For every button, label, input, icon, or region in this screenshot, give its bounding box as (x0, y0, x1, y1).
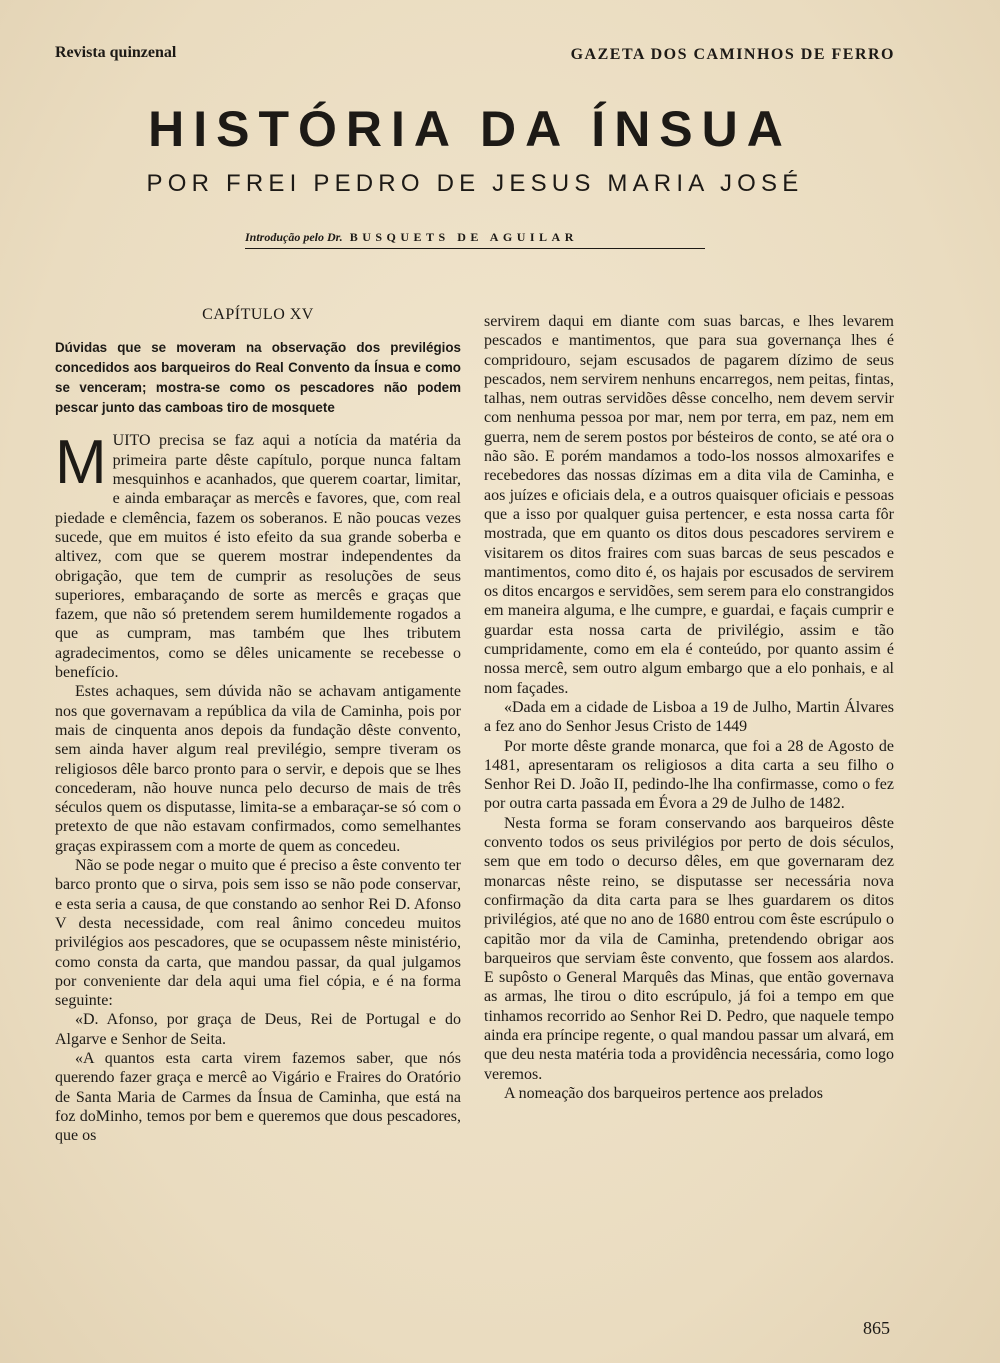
paragraph: A nomeação dos barqueiros pertence aos prelados (504, 1084, 823, 1102)
page-number: 865 (863, 1318, 890, 1338)
paragraph: Nesta forma se foram conservando aos barqueiros dêste convento todos os seus privilégios por perto de dois séculos, sem que em todo o decurso dêles, em que governaram dez monarcas nêste reino, se disputasse ser necessária nova confirmação da dita carta para se lhes guardarem os ditos privilégios, até que no ano de 1680 entrou com êste escrúpulo o capitão mor da vila de Caminha, pretendendo obrigar aos barqueiros que serviam êste convento, que fossem aos alardos. E supôsto o General Marquês das Minas, que então governava as armas, lhe tirou o dito escrúpulo, já foi a tempo em que tinhamos recorrido ao Senhor Rei D. Pedro, que naquele tempo ainda era príncipe regente, o qual mandou passar um alvará, em que deu nesta matéria toda a providência necessária, como logo veremos. (484, 814, 894, 1083)
chapter-summary: Dúvidas que se moveram na observação dos previlégios concedidos aos barqueiros do Real Convento da Ínsua e como se venceram; mostra-se como os pescadores não podem pescar junto das camboas tiro de mosquete (55, 340, 461, 415)
paragraph: «A quantos esta carta virem fazemos saber, que nós querendo fazer graça e mercê ao Vigário e Fraires do Oratório de Santa Maria de Carmes da Ínsua de Caminha, que está na foz doMinho, temos por bem e queremos que dous pescadores, que os (55, 1049, 461, 1145)
drop-cap: M (55, 428, 107, 498)
paragraph: servirem daqui em diante com suas barcas, e lhes levarem pescados e mantimentos, que para sua governança lhes é compridouro, sejam escusados de pagarem dízimo de seus pescados, nem servirem nenhuns encarregos, nem peitas, fintas, talhas, nem outras servidões dêsse concelho, nem devem servir com nenhuma pessoa por mar, nem por terra, em paz, nem em guerra, nem de serem postos por bésteiros de conto, se até ora o não são. E porém mandamos a todo-los nossos almoxarifes e recebedores das nossas dízimas em a dita vila de Caminha, e aos juízes e oficiais dela, e a outros quaisquer oficiais e pessoas que a isso por qualquer guisa pertencer, e esta nossa carta fôr mostrada, que em quanto os ditos dous pescadores servirem e visitarem os ditos fraires com suas barcas de seus pescados e mantimentos, como dito é, os hajais por escusados de servirem os ditos encargos e servidões, sem serem para elo constrangidos em maneira alguma, e lhe cumpre, e guardai, e façais cumprir e guardar esta nossa carta de privilégio, assim e tão cumpridamente, como em ela é conteúdo, por quanto assim é nossa mercê, sem outro algum embargo que a elo ponhais, e al nom façades. (484, 313, 894, 697)
lead-paragraph (55, 428, 461, 682)
paragraph: Estes achaques, sem dúvida não se achavam antigamente nos que governavam a república da vila de Caminha, pois por mais de cinquenta anos depois da fundação dêste convento, sem ainda haver algum real previlégio, sempre tiveram os religiosos dêle barco pronto para o servir, e depois que se lhes concederam, não houve nunca pelo decurso de mais de três séculos quem os disputasse, limita-se a embaraçar-se só com o pretexto de que não estavam confirmados, como semelhantes graças expirassem com a morte de quem as concedeu. (55, 683, 461, 855)
left-column (55, 300, 461, 1145)
paragraph: Não se pode negar o muito que é preciso a êste convento ter barco pronto que o sirva, pois sem isso se não pode conservar, e esta seria a causa, de que constando ao senhor Rei D. Afonso V desta necessidade, com real ânimo concedeu muitos privilégios aos pescadores, que se ocupassem nêste ministério, como consta da carta, que mandou passar, da qual julgamos por conveniente dar dela aqui uma fiel cópia, e é na forma seguinte: (55, 857, 461, 1010)
chapter-heading: CAPÍTULO XV (202, 306, 314, 323)
paragraph: «D. Afonso, por graça de Deus, Rei de Portugal e do Algarve e Senhor de Seita. (55, 1011, 461, 1048)
lead-text: UITO precisa se faz aqui a notícia da matéria da primeira parte dêste capítulo, porque nunca faltam mesquinhos e acanhados, que querem coartar, limitar, e ainda embaraçar as mercês e favores, que, com real piedade e clemência, fazem os soberanos. E não poucas vezes sucede, que em muitos é isto efeito da sua grande soberba e altivez, com que se querem mostrar independentes da obrigação, que tem de cumprir as resoluções de seus superiores, embaraçando de sorte as mercês e graças que fazem, que não só pretendem serem humildemente rogados a que as cumpram, mas também que lhes tributem agradecimentos, como se dêles unicamente se recebesse o benefício. (55, 432, 461, 682)
article-title: HISTÓRIA DA ÍNSUA (148, 101, 792, 157)
article-subtitle: POR FREI PEDRO DE JESUS MARIA JOSÉ (146, 170, 804, 197)
header-right: GAZETA DOS CAMINHOS DE FERRO (570, 46, 895, 63)
paragraph: Por morte dêste grande monarca, que foi a 28 de Agosto de 1481, apresentaram os religiosos a dita carta a seu filho o Senhor Rei D. João II, pedindo-lhe lha confirmasse, como o fez por outra carta passada em Évora a 29 de Julho de 1482. (484, 737, 894, 813)
paragraph: «Dada em a cidade de Lisboa a 19 de Julho, Martin Álvares a fez ano do Senhor Jesus Cristo de 1449 (484, 698, 894, 736)
header-left: Revista quinzenal (55, 44, 177, 61)
intro-line (245, 230, 705, 249)
right-column (484, 312, 894, 1103)
intro-label: Introdução pelo Dr. (245, 230, 343, 244)
intro-author: BUSQUETS DE AGUILAR (349, 230, 578, 244)
